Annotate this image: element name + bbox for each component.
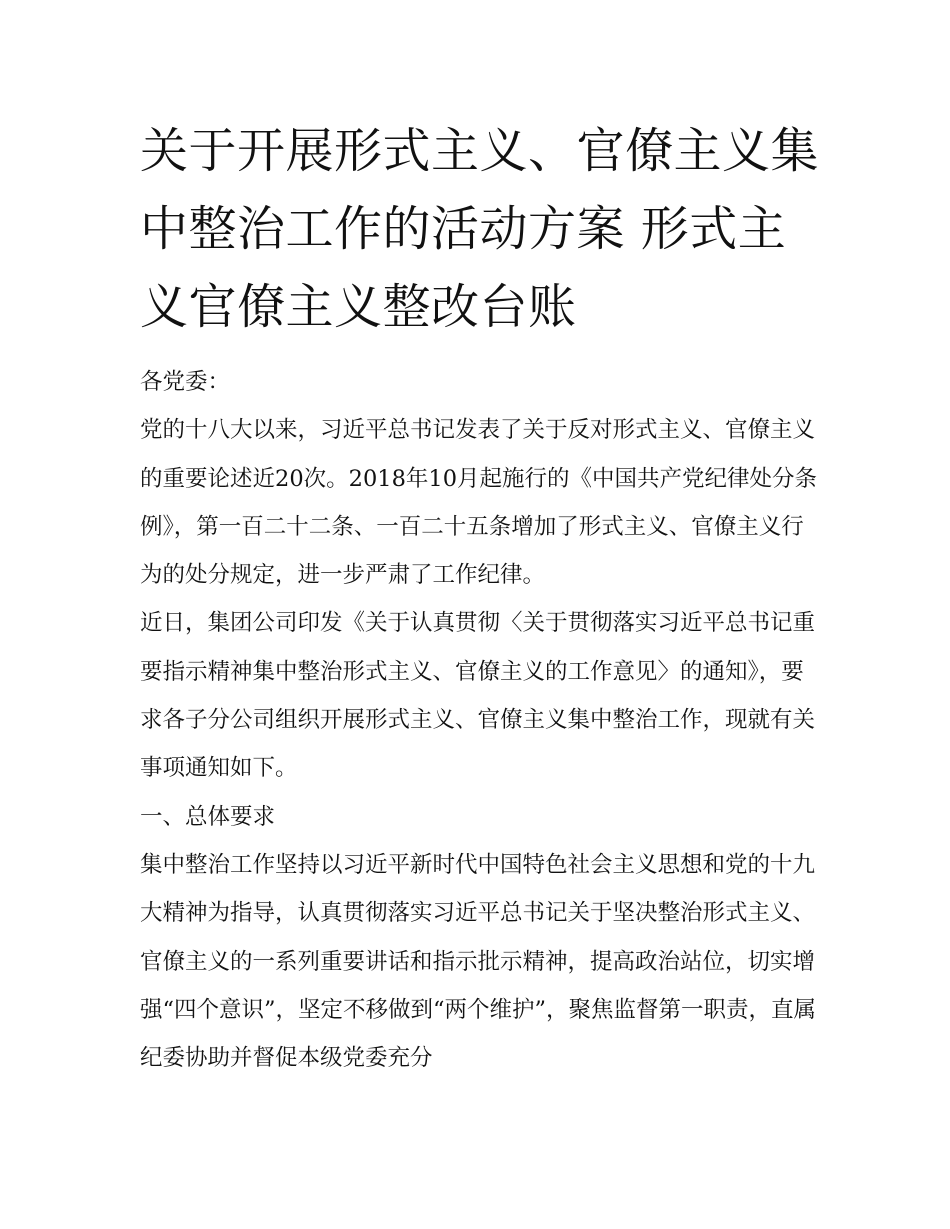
document-body <box>140 358 820 1082</box>
section-heading: 一、总体要求 <box>140 803 276 830</box>
salutation: 各党委： <box>140 369 231 395</box>
document-title: 关于开展形式主义、官僚主义集中整治工作的活动方案 形式主义官僚主义整改台账 <box>140 123 820 335</box>
paragraph-notice: 近日，集团公司印发《关于认真贯彻〈关于贯彻落实习近平总书记重要指示精神集中整治形式主义、官僚主义的工作意见〉的通知》，要求各子分公司组织开展形式主义、官僚主义集中整治工作，现就有关事项通知如下。 <box>140 610 816 782</box>
section-paragraph: 集中整治工作坚持以习近平新时代中国特色社会主义思想和党的十九大精神为指导，认真贯彻落实习近平总书记关于坚决整治形式主义、官僚主义的一系列重要讲话和指示批示精神，提高政治站位，切实增强“四个意识”，坚定不移做到“两个维护”，聚焦监督第一职责，直属纪委协助并督促本级党委充分 <box>140 851 817 1072</box>
paragraph-intro: 党的十八大以来，习近平总书记发表了关于反对形式主义、官僚主义的重要论述近20次。2018年10月起施行的《中国共产党纪律处分条例》，第一百二十二条、一百二十五条增加了形式主义、官僚主义行为的处分规定，进一步严肃了工作纪律。 <box>140 417 818 589</box>
